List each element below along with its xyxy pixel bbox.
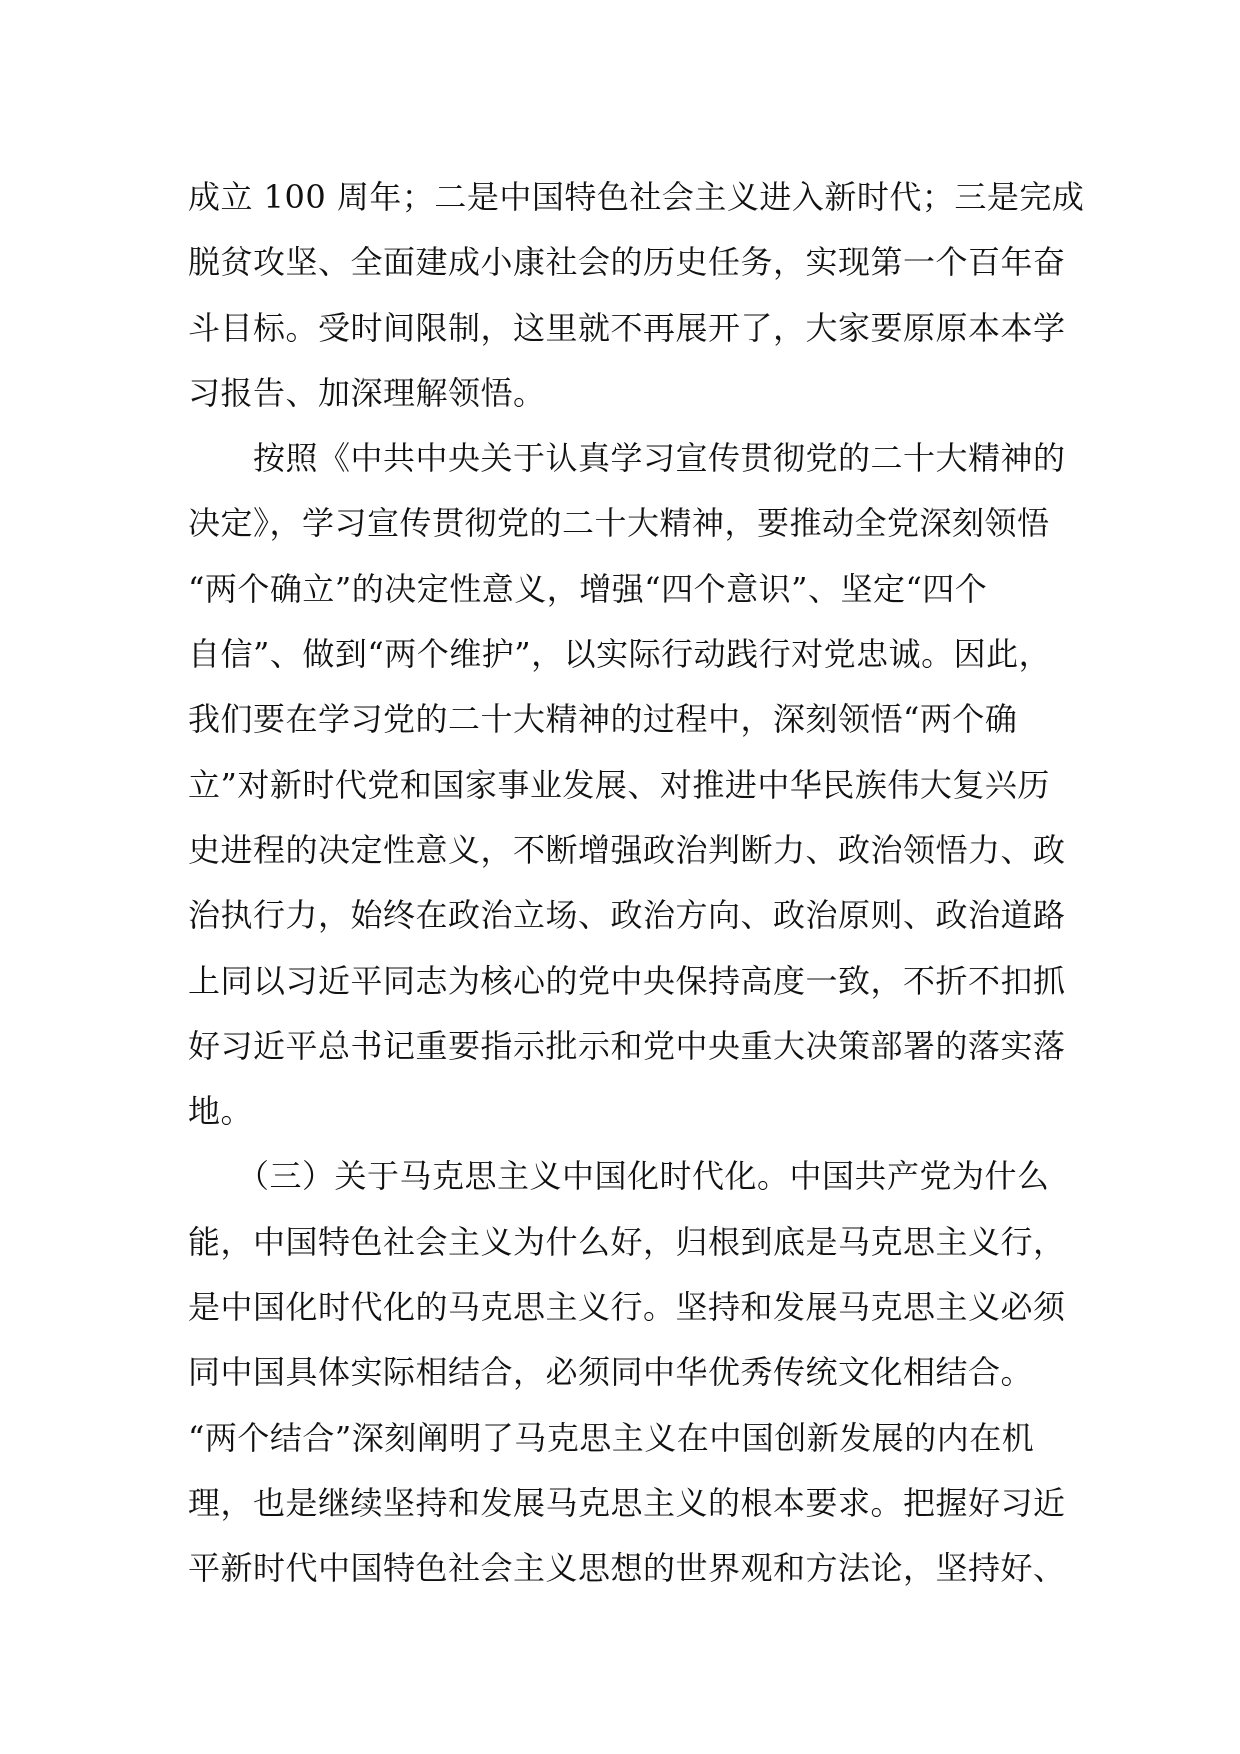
text-line: 脱贫攻坚、全面建成小康社会的历史任务，实现第一个百年奋 <box>188 243 1066 282</box>
text-line: 上同以习近平同志为核心的党中央保持高度一致，不折不扣抓 <box>188 961 1066 1000</box>
text-line: 习报告、加深理解领悟。 <box>188 373 546 412</box>
text-line: “两个结合”深刻阐明了马克思主义在中国创新发展的内在机 <box>188 1418 1035 1457</box>
text-line: 能，中国特色社会主义为什么好，归根到底是马克思主义行， <box>188 1222 1066 1261</box>
text-line: 斗目标。受时间限制，这里就不再展开了，大家要原原本本学 <box>188 308 1066 347</box>
text-line: 好习近平总书记重要指示批示和党中央重大决策部署的落实落 <box>188 1026 1066 1065</box>
text-line: 是中国化时代化的马克思主义行。坚持和发展马克思主义必须 <box>188 1288 1066 1327</box>
text-line: 成立 100 周年；二是中国特色社会主义进入新时代；三是完成 <box>188 178 1085 216</box>
text-line: 史进程的决定性意义，不断增强政治判断力、政治领悟力、政 <box>188 830 1066 869</box>
text-line: 同中国具体实际相结合，必须同中华优秀传统文化相结合。 <box>188 1353 1034 1392</box>
text-line: 按照《中共中央关于认真学习宣传贯彻党的二十大精神的 <box>188 439 1066 478</box>
text-line: 决定》，学习宣传贯彻党的二十大精神，要推动全党深刻领悟 <box>188 504 1050 543</box>
text-line: 地。 <box>188 1092 254 1131</box>
text-line: 治执行力，始终在政治立场、政治方向、政治原则、政治道路 <box>188 896 1066 935</box>
text-line: （三）关于马克思主义中国化时代化。中国共产党为什么 <box>188 1157 1050 1196</box>
text-line: 立”对新时代党和国家事业发展、对推进中华民族伟大复兴历 <box>188 765 1050 804</box>
text-line: 理，也是继续坚持和发展马克思主义的根本要求。把握好习近 <box>188 1483 1066 1522</box>
text-line: 平新时代中国特色社会主义思想的世界观和方法论，坚持好、 <box>188 1549 1066 1588</box>
document-body <box>188 165 1085 1602</box>
text-line: 自信”、做到“两个维护”，以实际行动践行对党忠诚。因此， <box>188 635 1052 674</box>
text-line: “两个确立”的决定性意义，增强“四个意识”、坚定“四个 <box>188 569 988 608</box>
text-line: 我们要在学习党的二十大精神的过程中，深刻领悟“两个确 <box>188 700 1018 739</box>
